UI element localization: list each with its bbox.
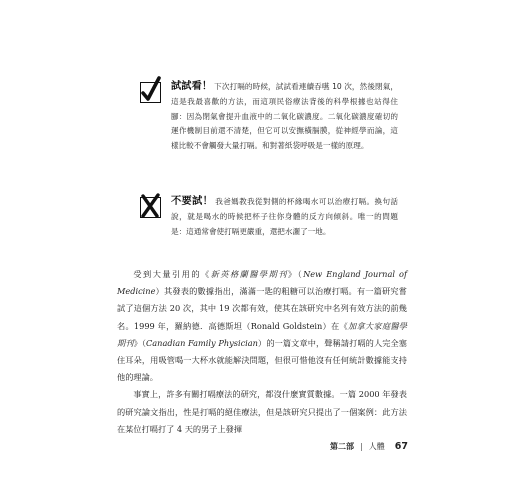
journal-title-cfp-en: Canadian Family Physician — [146, 337, 258, 348]
main-text — [117, 266, 407, 438]
footer-section: 第二部 — [330, 442, 354, 451]
journal-title-nejm-zh: 新英格蘭醫學期刊 — [210, 269, 288, 279]
paragraph-1 — [117, 266, 407, 386]
cross-icon — [140, 197, 161, 218]
paragraph-2: 事實上，許多有關打嗝療法的研究，都沒什麼實質數據。一篇 2000 年發表的研究論文指出，性是打嗝的絕佳療法，但是該研究只提出了一個案例：此方法在某位打嗝打了 4 天的男子上發揮 — [117, 389, 407, 434]
cross-glyph — [139, 192, 163, 222]
checkmark-glyph — [139, 77, 163, 107]
try-this-text — [171, 80, 398, 154]
journal-title-nejm-en: New England Journal of Medicine — [117, 269, 407, 297]
try-this-body: 下次打嗝的時候，試試看連續吞嚥 10 次，然後閉氣，這是我最喜歡的方法，而這項民俗療法背後的科學根據也站得住腳：因為閉氣會提升血液中的二氧化碳濃度。二氧化碳濃度確切的運作機制目前還不清楚，但它可以安撫橫膈膜，從神經學而論，這樣比較不會觸發大量打嗝。和對著紙袋呼吸是一樣的原理。 — [171, 82, 398, 151]
p1-text-c: ）其發表的數據指出，滿滿一匙的粗糖可以治療打嗝。有一篇研究嘗試了這個方法 20 次，其中 19 次都有效，使其在該研究中名列有效方法的前幾名。1999 年，羅納德．高德斯坦（Ronald Goldstein）在《 — [117, 286, 407, 331]
dont-try-body: 我爸媽教我從對側的杯緣喝水可以治療打嗝。換句話說，就是喝水的時候把杯子往你身體的反方向傾斜。唯一的問題是：這通常會使打嗝更嚴重，還把水灑了一地。 — [171, 197, 399, 236]
checkmark-icon — [140, 82, 161, 103]
dont-try-callout — [140, 195, 398, 239]
dont-try-text — [171, 195, 398, 239]
p1-text-d: 》（ — [133, 337, 147, 348]
p1-text-a: 受到大量引用的《 — [133, 269, 211, 279]
p1-text-e: ）的一篇文章中，聲稱請打嗝的人完全塞住耳朵，用吸管喝一大杯水就能解決問題，但很可惜他沒有任何統計數據能支持他的理論。 — [117, 337, 407, 383]
p1-text-b: 》（ — [287, 269, 304, 279]
page-footer — [330, 441, 408, 452]
page-number: 67 — [394, 441, 408, 452]
footer-separator: | — [360, 442, 363, 451]
footer-chapter: 人體 — [368, 442, 385, 451]
dont-try-title: 不要試！ — [171, 196, 214, 207]
journal-title-cfp-zh: 加拿大家庭醫學期刊 — [117, 320, 407, 348]
try-this-callout — [140, 80, 398, 154]
try-this-title: 試試看！ — [171, 81, 213, 92]
